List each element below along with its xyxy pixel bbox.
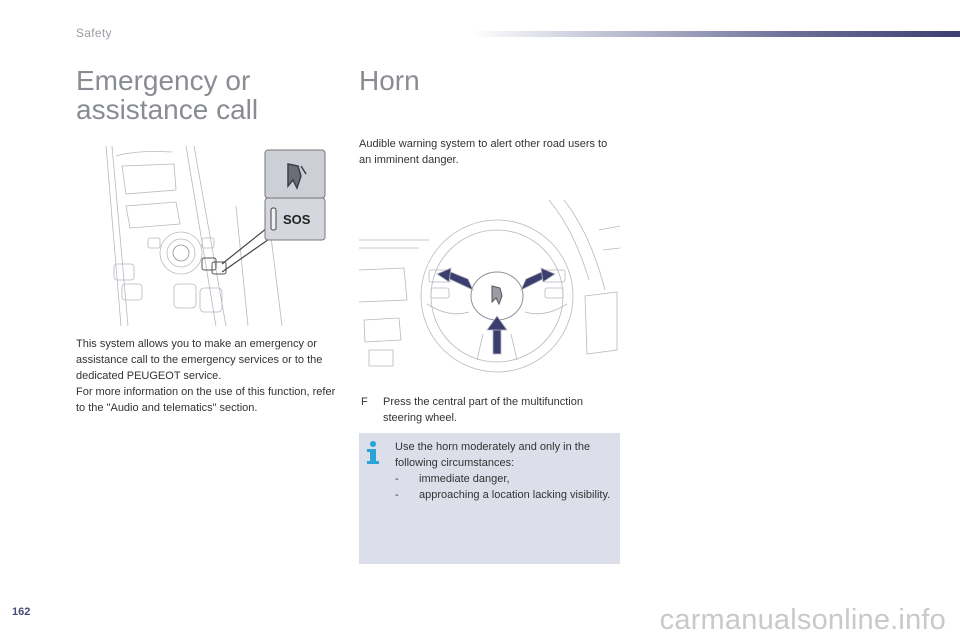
page-number: 162 [12,606,31,618]
lion-emblem-icon [492,286,502,304]
info-box [359,433,620,564]
list-dash: - [395,473,399,485]
list-item-text: approaching a location lacking visibility. [419,489,611,501]
info-icon [365,440,381,466]
list-item [395,487,617,503]
arrow-icon [437,268,473,290]
info-list [395,471,617,503]
emergency-title-line-1: Emergency or [76,65,251,96]
instruction-text: Press the central part of the multifunction steering wheel. [383,396,583,424]
horn-title: Horn [359,65,420,96]
info-text [395,439,617,503]
horn-intro: Audible warning system to alert other road users to an imminent danger. [359,138,608,166]
instruction-bullet: F [361,396,368,408]
arrow-icon [521,268,555,290]
header-gradient-bar [470,31,960,37]
center-console-illustration [76,146,338,326]
emergency-body: This system allows you to make an emergency or assistance call to the emergency services or to the dedicated PEUGEOT service. [76,338,323,382]
list-dash: - [395,489,399,501]
info-intro: Use the horn moderately and only in the following circumstances: [395,441,591,469]
emergency-description [76,336,342,416]
list-item-text: immediate danger, [419,473,510,485]
list-item [395,471,617,487]
emergency-body-more: For more information on the use of this function, refer to the "Audio and telematics" section. [76,386,336,414]
sos-button-label: SOS [283,212,311,227]
arrow-icon [487,316,507,354]
watermark: carmanualsonline.info [659,604,946,636]
emergency-title-line-2: assistance call [76,94,259,125]
horn-instruction [359,394,619,426]
steering-wheel-illustration [359,200,620,384]
emergency-title [76,66,346,124]
section-label: Safety [76,26,112,40]
